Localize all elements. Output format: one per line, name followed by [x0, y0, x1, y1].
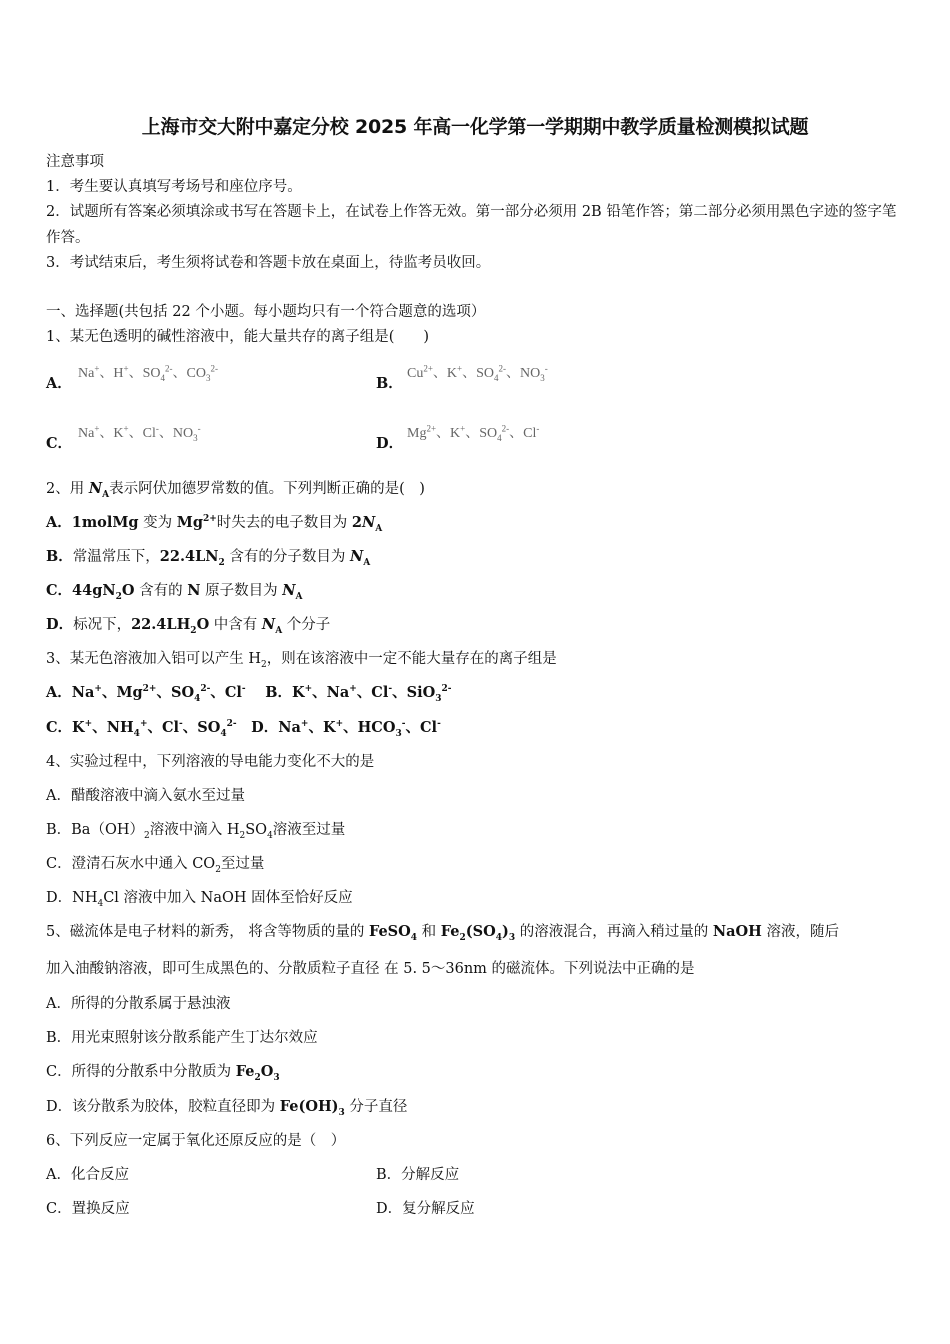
q6-stem: 6、下列反应一定属于氧化还原反应的是（ ）	[46, 1133, 346, 1149]
notice-item-3: 3．考试结束后，考生须将试卷和答题卡放在桌面上，待监考员收回。	[46, 255, 491, 271]
q1-option-d-label: D．	[376, 435, 404, 452]
q6-option-b: B．分解反应	[376, 1167, 460, 1183]
q3-options-cd: C．K+、$NH_4^+$、Cl-、$SO_4^{2-}$ D．Na+、K+、$HCO_3^-$、Cl-	[46, 719, 441, 739]
q2-stem: 2、用 $N_A$表示阿伏加德罗常数的值。下列判断正确的是( )	[46, 480, 425, 500]
q1-option-c-label: C．	[46, 435, 73, 452]
q1-option-d-ions: $Mg^{2+}$、K+、$SO_4^{2-}$、Cl-	[407, 423, 540, 443]
q4-option-c-post: 至过量	[220, 856, 265, 872]
q3-stem: 3、某无色溶液加入铝可以产生 $H_2$，则在该溶液中一定不能大量存在的离子组是	[46, 651, 557, 670]
q2-option-d: D．标况下，$22.4LH_2O$ 中含有 $N_A$ 个分子	[46, 616, 331, 636]
q1-option-b-label: B．	[376, 375, 403, 392]
q6-option-d: D．复分解反应	[376, 1201, 475, 1217]
q2-option-b: B．常温常压下，$22.4LN_2$ 含有的分子数目为 $N_A$	[46, 548, 371, 568]
q5-stem-line1: 5、磁流体是电子材料的新秀， 将含等物质的量的 FeSO$_4$ 和 $Fe_2(SO_4)_3$ 的溶液混合，再滴入稍过量的 NaOH 溶液，随后	[46, 923, 839, 943]
q5-option-a: A．所得的分散系属于悬浊液	[46, 996, 231, 1012]
notice-item-1: 1．考生要认真填写考场号和座位序号。	[46, 179, 302, 195]
q4-stem: 4、实验过程中，下列溶液的导电能力变化不大的是	[46, 754, 375, 770]
q3-options-ab: A．Na+、$Mg^{2+}$、$SO_4^{2-}$、Cl- B．K+、Na+、Cl-、SiO$_3^{2-}$	[46, 684, 452, 704]
q4-option-d: D．$NH_4Cl$ 溶液中加入 NaOH 固体至恰好反应	[46, 890, 353, 909]
q1-option-c-ions: Na+、K+、Cl-、$NO_3^-$	[78, 423, 201, 443]
notice-heading: 注意事项	[46, 154, 104, 170]
q2-option-a: A．1molMg 变为 $Mg^{2+}$时失去的电子数目为 $2N_A$	[46, 514, 383, 534]
q4-option-b: B．$Ba(OH)_2$溶液中滴入 $H_2SO_4$溶液至过量	[46, 822, 346, 841]
page-title: 上海市交大附中嘉定分校 2025 年高一化学第一学期期中教学质量检测模拟试题	[141, 116, 809, 138]
q1-option-a-ions: Na+、H+、$SO_4^{2-}$、$CO_3^{2-}$	[78, 363, 218, 383]
q2-stem-post: 表示阿伏加德罗常数的值。下列判断正确的是( )	[109, 481, 425, 497]
q5-option-b: B．用光束照射该分散系能产生丁达尔效应	[46, 1030, 318, 1046]
notice-item-2: 2．试题所有答案必须填涂或书写在答题卡上，在试卷上作答无效。第一部分必须用 2B 铅笔作答；第二部分必须用黑色字迹的签字笔作答。	[46, 204, 897, 246]
q1-stem: 1、某无色透明的碱性溶液中，能大量共存的离子组是( )	[46, 329, 430, 345]
q4-option-a: A．醋酸溶液中滴入氨水至过量	[46, 788, 245, 804]
q5-stem-line2: 加入油酸钠溶液，即可生成黑色的、分散质粒子直径 在 5. 5～36nm 的磁流体。下列说法中正确的是	[46, 961, 695, 977]
q4-option-c: C．澄清石灰水中通入 $CO_2$至过量	[46, 856, 265, 875]
q2-stem-pre: 2、用	[46, 481, 89, 497]
q5-option-c: C．所得的分散系中分散质为 $Fe_2O_3$	[46, 1063, 280, 1083]
q1-option-a-label: A．	[46, 375, 72, 392]
q3-stem-post: ，则在该溶液中一定不能大量存在的离子组是	[266, 651, 557, 667]
q2-option-c: C．$44gN_2O$ 含有的 N 原子数目为 $N_A$	[46, 582, 303, 602]
section-heading: 一、选择题(共包括 22 个小题。每小题均只有一个符合题意的选项）	[46, 304, 486, 320]
q5-option-d: D．该分散系为胶体，胶粒直径即为 $Fe(OH)_3$ 分子直径	[46, 1098, 408, 1118]
q3-stem-pre: 3、某无色溶液加入铝可以产生 H	[46, 651, 261, 667]
q6-option-a: A．化合反应	[46, 1167, 129, 1183]
q6-option-c: C．置换反应	[46, 1201, 130, 1217]
q1-option-b-ions: $Cu^{2+}$、K+、$SO_4^{2-}$、$NO_3^-$	[407, 363, 548, 383]
